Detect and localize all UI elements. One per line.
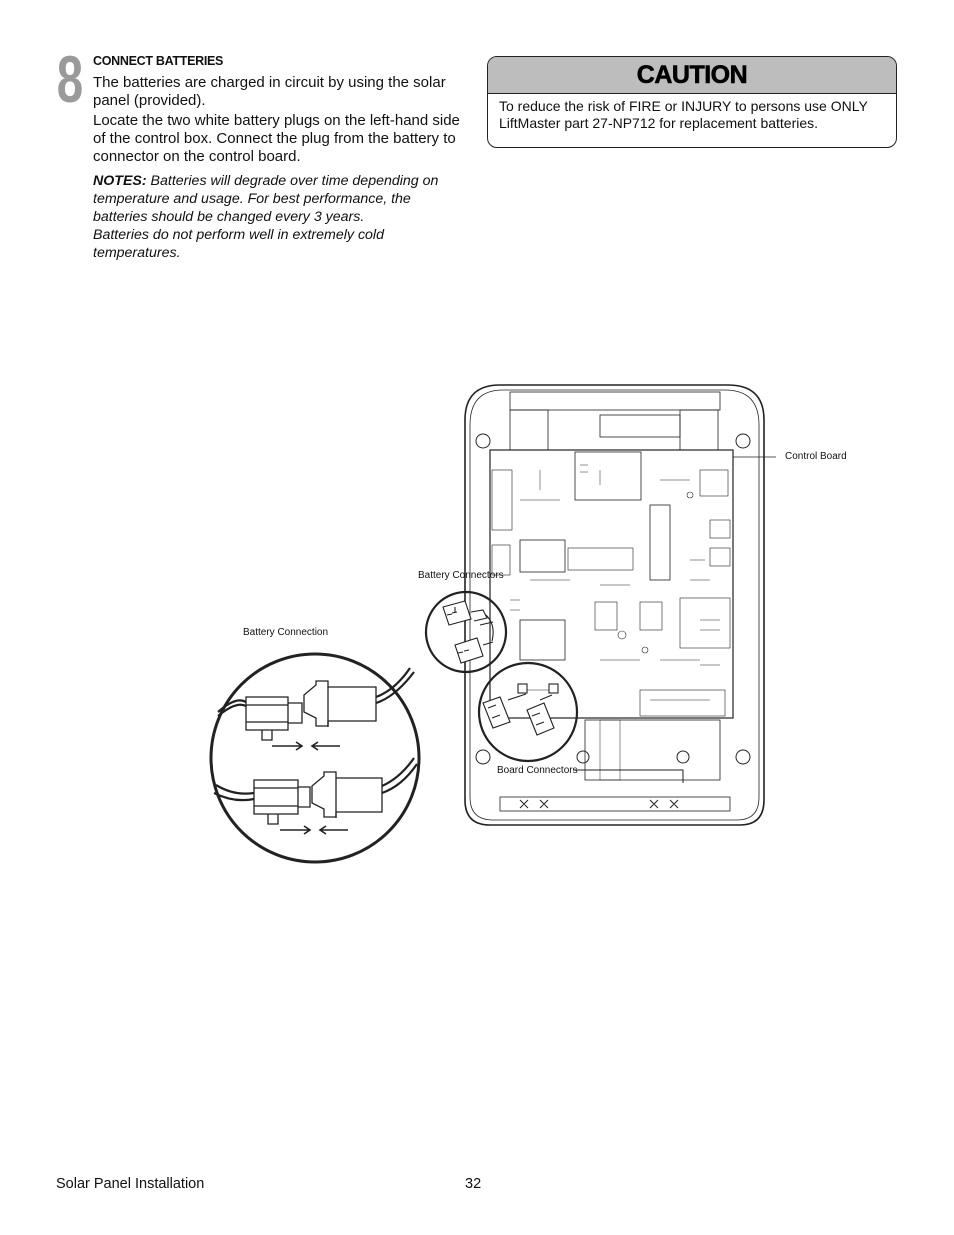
mount-hole-icon bbox=[476, 750, 490, 764]
control-board-label: Control Board bbox=[785, 451, 847, 462]
caution-header bbox=[488, 57, 896, 94]
board-connectors-magnifier bbox=[479, 663, 577, 761]
battery-plug-pair bbox=[218, 668, 414, 750]
battery-connectors-magnifier bbox=[426, 592, 506, 672]
step-number bbox=[50, 46, 90, 110]
battery-connection-magnifier bbox=[211, 654, 419, 862]
caution-box bbox=[487, 56, 897, 148]
circuit-board bbox=[490, 450, 733, 718]
caution-text: To reduce the risk of FIRE or INJURY to persons use ONLY LiftMaster part 27-NP712 for replacement batteries. bbox=[499, 98, 868, 131]
enclosure-outline bbox=[465, 385, 764, 825]
board-connectors-label: Board Connectors bbox=[497, 765, 578, 776]
instruction-paragraph: Locate the two white battery plugs on the left-hand side of the control box. Connect the plug from the battery to connector on the control board. bbox=[93, 112, 460, 165]
mount-hole-icon bbox=[476, 434, 490, 448]
footer-title: Solar Panel Installation bbox=[56, 1176, 205, 1192]
battery-connection-label: Battery Connection bbox=[243, 627, 329, 638]
mount-hole-icon bbox=[736, 750, 750, 764]
step-heading: CONNECT BATTERIES bbox=[93, 54, 224, 68]
notes bbox=[93, 172, 468, 262]
notes-text-2: Batteries do not perform well in extremely cold temperatures. bbox=[93, 227, 384, 261]
caution-title: CAUTION bbox=[636, 61, 748, 89]
svg-text:8: 8 bbox=[56, 46, 84, 110]
notes-label: NOTES: bbox=[93, 173, 147, 189]
page-number: 32 bbox=[465, 1176, 482, 1192]
battery-connectors-label: Battery Connectors bbox=[418, 570, 504, 581]
notes-text-1: Batteries will degrade over time depending on temperature and usage. For best performance, the batteries should be changed every 3 years. bbox=[93, 173, 439, 225]
intro-paragraph: The batteries are charged in circuit by using the solar panel (provided). bbox=[93, 74, 446, 109]
mount-hole-icon bbox=[736, 434, 750, 448]
battery-plug-pair bbox=[214, 758, 417, 834]
